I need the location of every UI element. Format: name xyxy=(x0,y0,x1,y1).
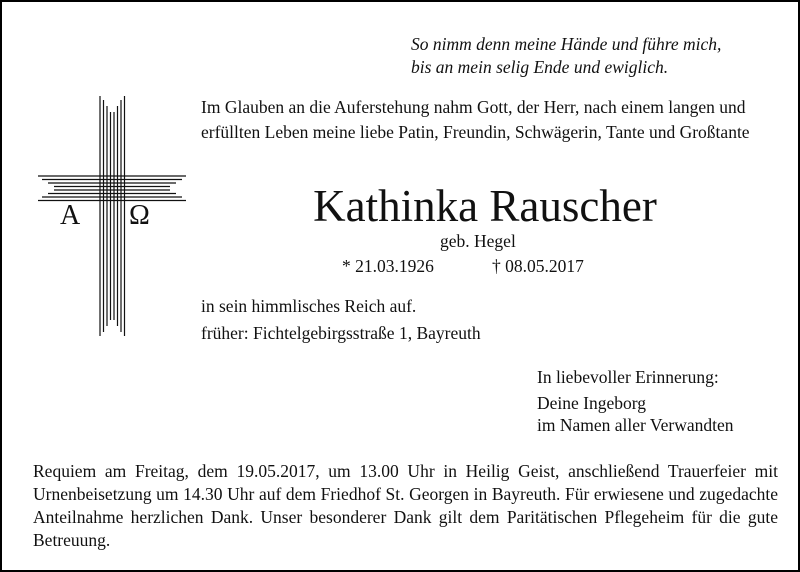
alpha-symbol: A xyxy=(60,200,81,231)
death-date: † 08.05.2017 xyxy=(492,256,584,276)
quote-verse xyxy=(411,33,721,79)
after-text-line-1: in sein himmlisches Reich auf. xyxy=(201,296,417,316)
birth-date: * 21.03.1926 xyxy=(342,256,434,276)
intro-text: Im Glauben an die Auferstehung nahm Gott, der Herr, nach einem langen und erfüllten Leben meine liebe Patin, Freundin, Schwägerin, Tante und Großtante xyxy=(201,97,750,142)
omega-symbol: Ω xyxy=(129,200,150,231)
former-address: früher: Fichtelgebirgsstraße 1, Bayreuth xyxy=(201,323,481,343)
memory-heading: In liebevoller Erinnerung: xyxy=(537,367,719,387)
funeral-details: Requiem am Freitag, dem 19.05.2017, um 13.00 Uhr in Heilig Geist, anschließend Trauerfeier mit Urnenbeisetzung um 14.30 Uhr auf dem Friedhof St. Georgen in Bayreuth. Für erwiesene und zugedachte Anteilnahme herzlichen Dank. Unser besonderer Dank gilt dem Paritätischen Pflegeheim für die gute Betreuung. xyxy=(33,461,778,550)
quote-line-1: So nimm denn meine Hände und führe mich, xyxy=(411,34,722,54)
mourner-name: Deine Ingeborg xyxy=(537,393,647,413)
quote-line-2: bis an mein selig Ende und ewiglich. xyxy=(411,57,669,77)
birth-name: geb. Hegel xyxy=(440,231,516,251)
mourner-relatives: im Namen aller Verwandten xyxy=(537,415,734,435)
deceased-name: Kathinka Rauscher xyxy=(313,181,657,231)
